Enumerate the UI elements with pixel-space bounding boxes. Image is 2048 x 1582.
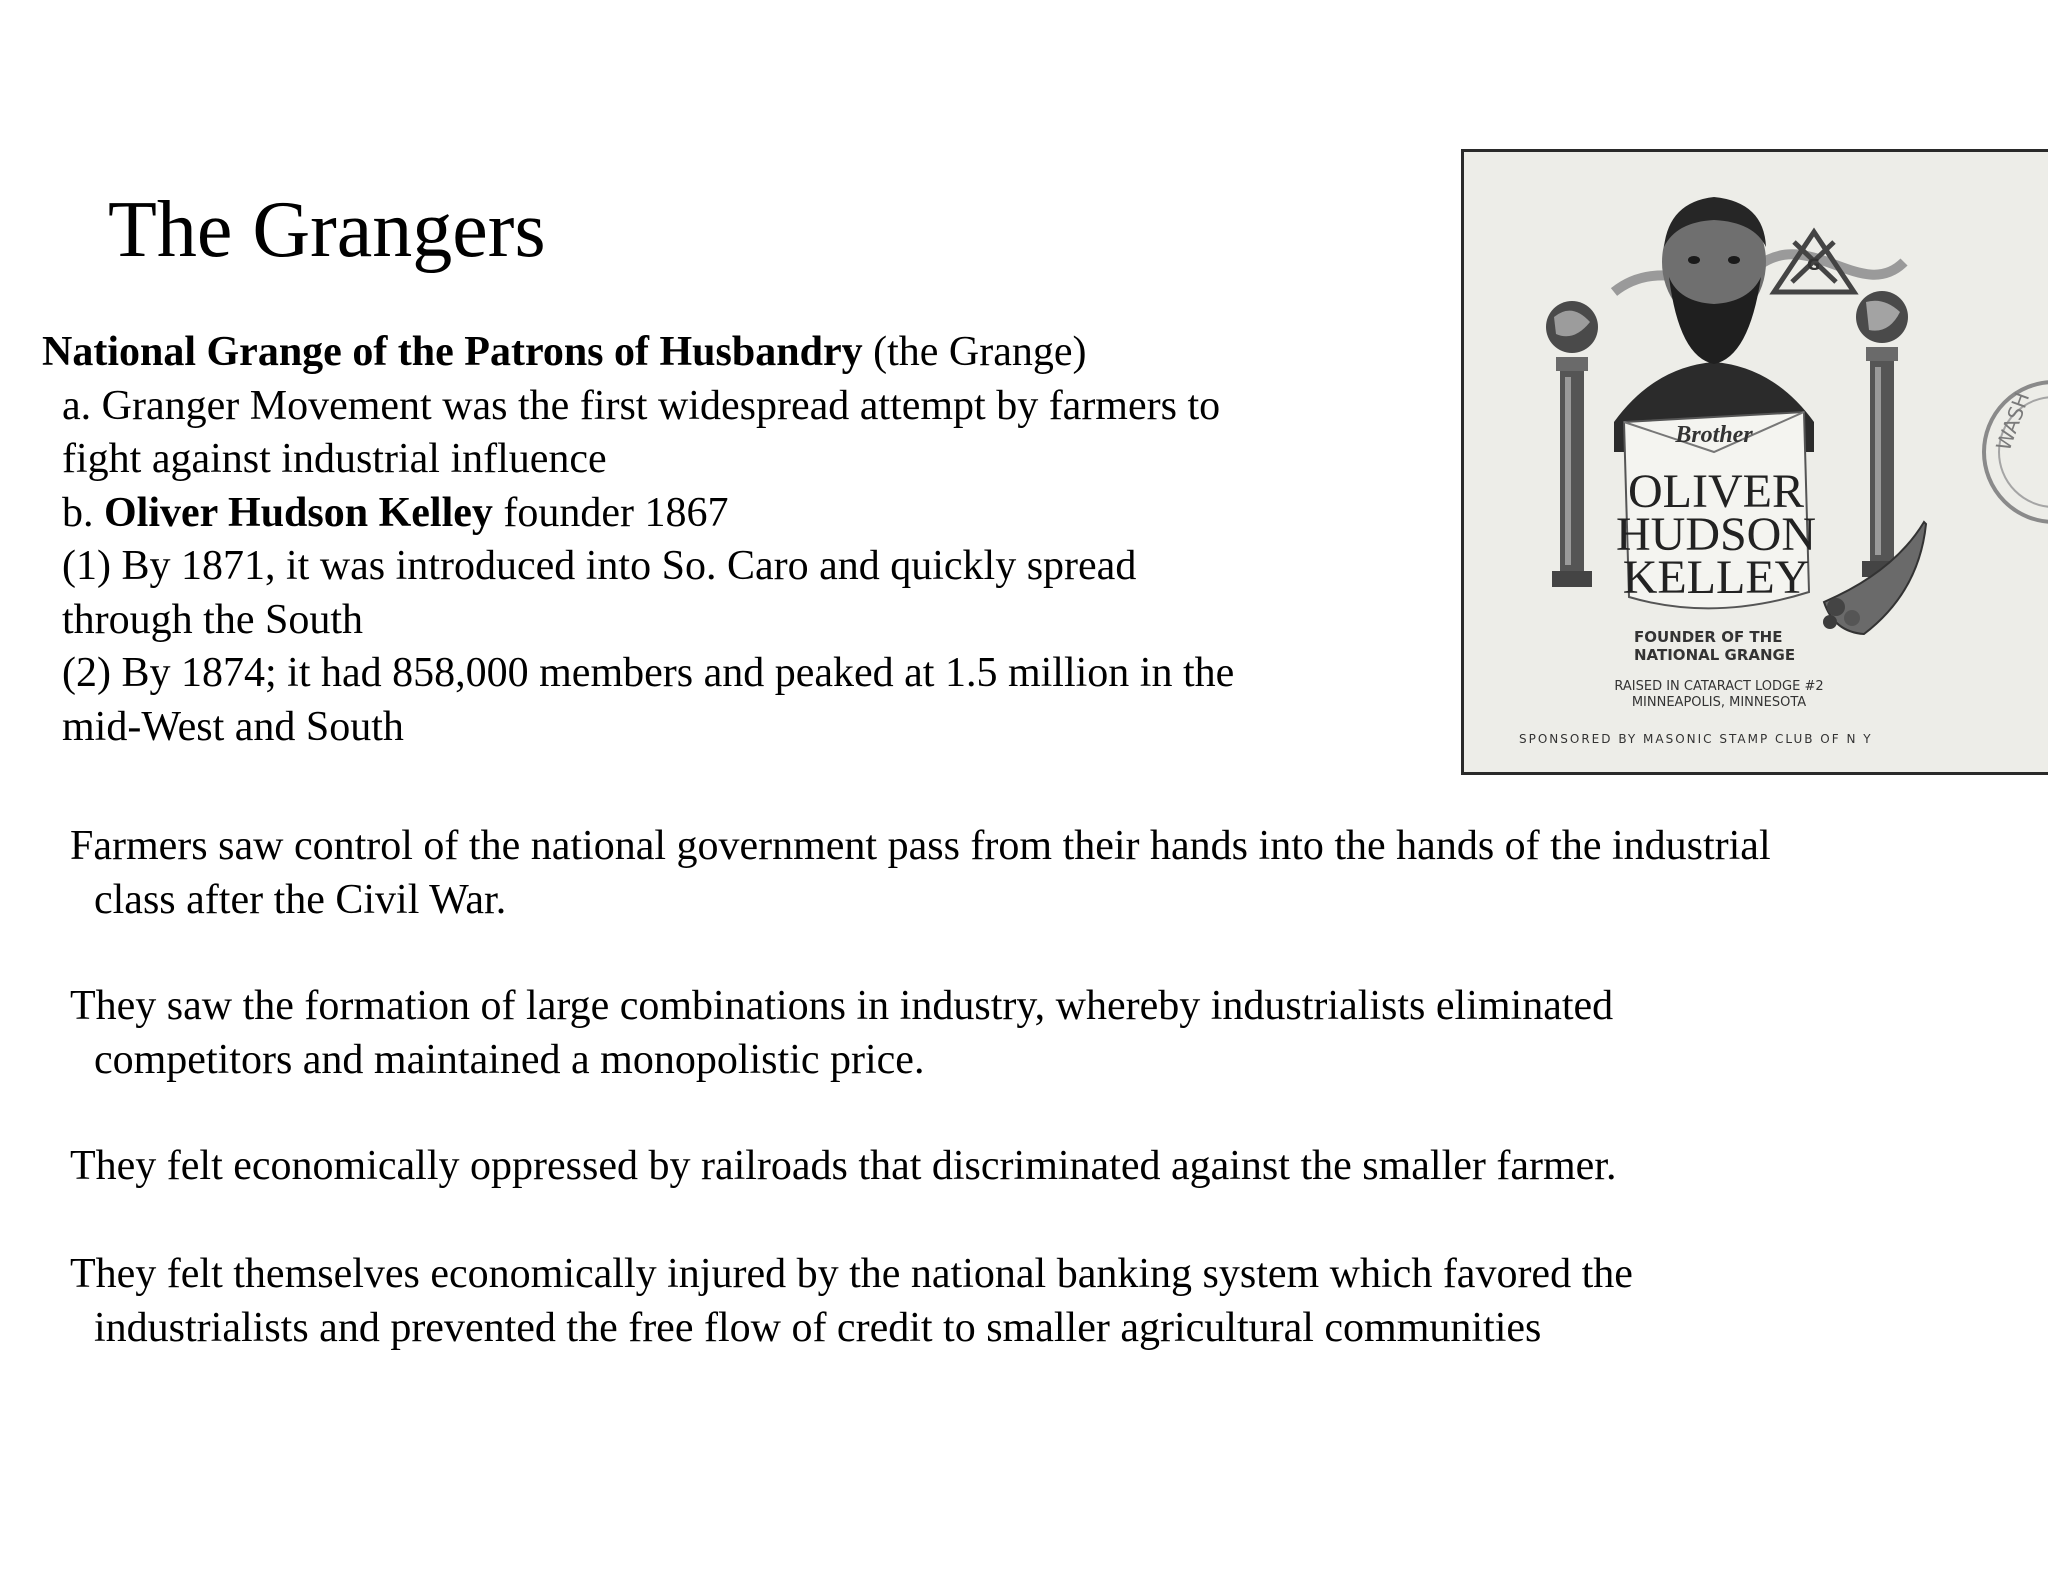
paragraph-line: Farmers saw control of the national government pass from their hands into the hands of the industrial [70,823,1771,869]
point-2-line1: (2) By 1874; it had 858,000 members and peaked at 1.5 million in the [62,650,1235,696]
grange-heading-rest: (the Grange) [862,329,1087,375]
slide-title: The Grangers [108,186,546,274]
stamp-name-line1: OLIVER [1628,465,1804,518]
paragraph-line: They felt economically oppressed by railroads that discriminated against the smaller farmer. [70,1143,1617,1189]
point-1-line1: (1) By 1871, it was introduced into So. Caro and quickly spread [62,543,1137,589]
point-b [42,487,1422,541]
grange-heading-bold: National Grange of the Patrons of Husbandry [42,329,863,375]
point-a-line1: a. Granger Movement was the first widespread attempt by farmers to [62,382,1221,429]
paragraph-farmers-control [70,820,2000,927]
point-2-line2: mid-West and South [62,703,404,750]
paragraph-railroads [70,1140,2000,1194]
kelley-stamp-image [1461,149,2048,775]
stamp-sponsored-text: SPONSORED BY MASONIC STAMP CLUB OF N Y [1519,732,1873,746]
name-plaque [1616,412,1816,608]
stamp-founder-line2: NATIONAL GRANGE [1634,646,1796,664]
intro-block [42,326,1422,754]
paragraph-line: class after the Civil War. [94,876,507,923]
stamp-name-line3: KELLEY [1622,551,1810,604]
stamp-raised-line2: MINNEAPOLIS, MINNESOTA [1631,695,1807,710]
point-b-rest: founder 1867 [492,489,729,536]
point-a-line2: fight against industrial influence [62,436,607,482]
paragraph-combinations [70,980,2000,1087]
stamp-name-line2: HUDSON [1615,508,1817,561]
point-b-prefix: b. [62,489,104,536]
grange-heading [42,326,1422,380]
paragraph-line: competitors and maintained a monopolistic price. [94,1036,925,1083]
postmark-text: WASH [1991,389,2035,454]
paragraph-line: They saw the formation of large combinations in industry, whereby industrialists eliminated [70,983,1614,1029]
point-1-line2: through the South [62,596,363,643]
paragraph-banking [70,1248,2000,1355]
point-b-bold: Oliver Hudson Kelley [104,489,493,536]
stamp-illustration [1464,152,2048,775]
stamp-brother-text: Brother [1675,422,1753,448]
stamp-raised-line1: RAISED IN CATARACT LODGE #2 [1614,679,1824,694]
paragraph-line: They felt themselves economically injured by the national banking system which favored the [70,1251,1633,1297]
paragraph-line: industrialists and prevented the free flow of credit to smaller agricultural communities [94,1304,1542,1351]
stamp-founder-line1: FOUNDER OF THE [1634,628,1783,646]
emblem-letter: G [1807,255,1821,274]
